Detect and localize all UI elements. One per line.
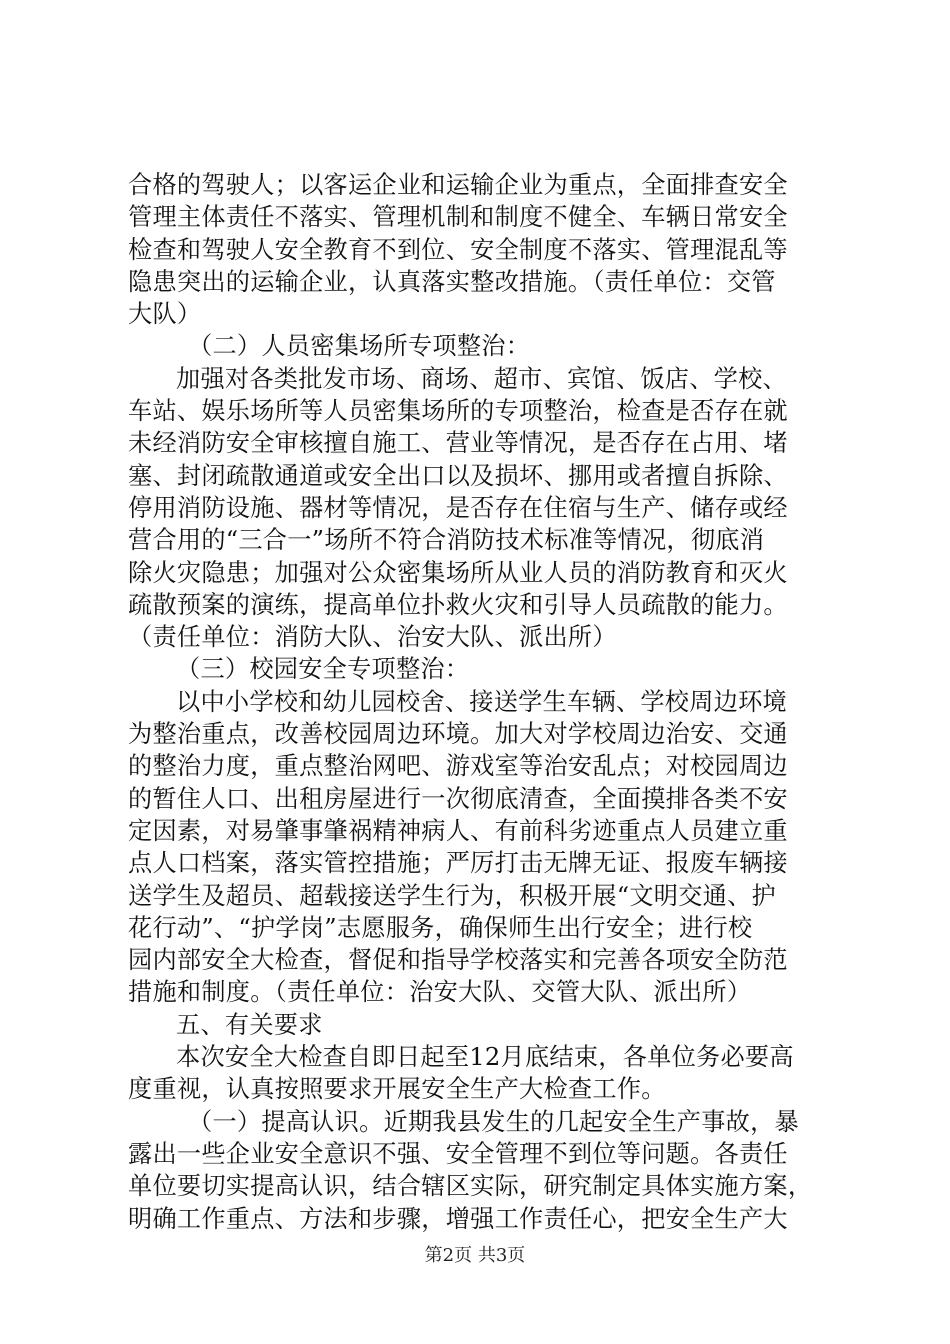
- text-line: 措施和制度。（责任单位：治安大队、交管大队、派出所）: [128, 978, 752, 1007]
- text-line: 送学生及超员、超载接送学生行为，积极开展“文明交通、护: [128, 881, 776, 910]
- paragraph-start-line: 以中小学校和幼儿园校舍、接送学生车辆、学校周边环境: [176, 687, 787, 716]
- text-line: 的暂住人口、出租房屋进行一次彻底清查，全面摸排各类不安: [128, 784, 788, 813]
- text-line: 定因素，对易肇事肇祸精神病人、有前科劣迹重点人员建立重: [128, 816, 788, 845]
- text-line: 管理主体责任不落实、管理机制和制度不健全、车辆日常安全: [128, 203, 788, 232]
- document-body: [128, 169, 828, 1235]
- text-line: 营合用的“三合一”场所不符合消防技术标准等情况，彻底消: [128, 526, 765, 555]
- text-line: 为整治重点，改善校园周边环境。加大对学校周边治安、交通: [128, 720, 788, 749]
- page-number: 第2页 共3页: [424, 1245, 526, 1266]
- section-heading: （三）校园安全专项整治：: [176, 655, 470, 684]
- text-line: 大队）: [128, 300, 202, 329]
- text-line: 隐患突出的运输企业，认真落实整改措施。（责任单位：交管: [128, 267, 776, 296]
- paragraph-start-line: 本次安全大检查自即日起至12月底结束，各单位务必要高: [176, 1043, 794, 1072]
- text-line: 合格的驾驶人；以客运企业和运输企业为重点，全面排查安全: [128, 171, 788, 199]
- text-line: （责任单位：消防大队、治安大队、派出所）: [128, 623, 617, 652]
- text-line: 单位要切实提高认识，结合辖区实际，研究制定具体实施方案，: [128, 1172, 813, 1201]
- text-line: 园内部安全大检查，督促和指导学校落实和完善各项安全防范: [128, 946, 788, 975]
- text-line: 点人口档案，落实管控措施；严厉打击无牌无证、报废车辆接: [128, 849, 788, 878]
- paragraph-start-line: 加强对各类批发市场、商场、超市、宾馆、饭店、学校、: [176, 364, 787, 393]
- text-line: 检查和驾驶人安全教育不到位、安全制度不落实、管理混乱等: [128, 235, 788, 264]
- text-line: 疏散预案的演练，提高单位扑救火灾和引导人员疏散的能力。: [128, 590, 788, 619]
- text-line: 花行动”、“护学岗”志愿服务，确保师生出行安全；进行校: [128, 913, 753, 942]
- section-heading: （二）人员密集场所专项整治：: [188, 332, 531, 361]
- text-line: 未经消防安全审核擅自施工、营业等情况，是否存在占用、堵: [128, 429, 788, 458]
- page-footer: [0, 1244, 950, 1268]
- text-line: 的整治力度，重点整治网吧、游戏室等治安乱点；对校园周边: [128, 752, 788, 781]
- text-line: 塞、封闭疏散通道或安全出口以及损坏、挪用或者擅自拆除、: [128, 461, 788, 490]
- text-line: 停用消防设施、器材等情况，是否存在住宿与生产、储存或经: [128, 493, 788, 522]
- text-line: 露出一些企业安全意识不强、安全管理不到位等问题。各责任: [128, 1139, 788, 1168]
- section-heading: 五、有关要求: [176, 1010, 323, 1039]
- text-line: 度重视，认真按照要求开展安全生产大检查工作。: [128, 1075, 666, 1104]
- text-line: 除火灾隐患；加强对公众密集场所从业人员的消防教育和灭火: [128, 558, 788, 587]
- paragraph-start-line: （一）提高认识。近期我县发生的几起安全生产事故，暴: [188, 1107, 799, 1136]
- text-line: 车站、娱乐场所等人员密集场所的专项整治，检查是否存在就: [128, 397, 788, 426]
- text-line: 明确工作重点、方法和步骤，增强工作责任心，把安全生产大: [128, 1204, 788, 1233]
